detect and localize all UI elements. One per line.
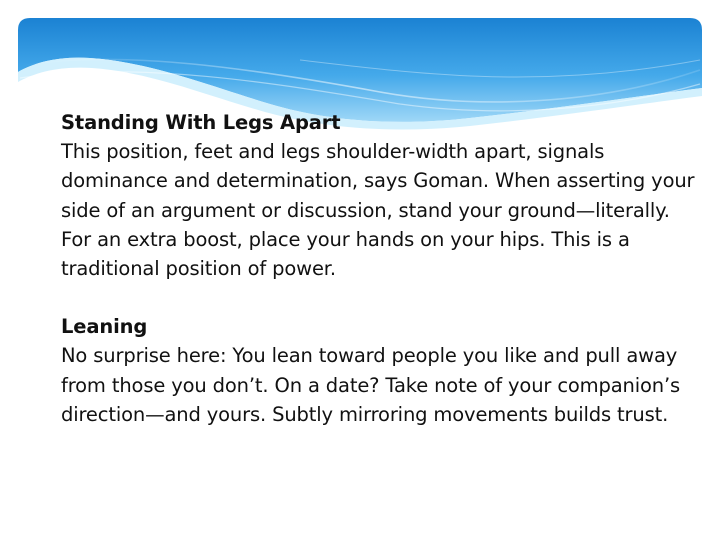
slide-content — [61, 108, 701, 429]
section-body: This position, feet and legs shoulder-width apart, signals dominance and determination, says Goman. When asserting your side of an argument or discussion, stand your ground—literally. For an extra boost, place your hands on your hips. This is a traditional position of power. — [61, 140, 695, 281]
section-heading: Standing With Legs Apart — [61, 111, 341, 134]
section-body: No surprise here: You lean toward people you like and pull away from those you don’t. On a date? Take note of your companion’s direction—and yours. Subtly mirroring movements builds trust. — [61, 344, 681, 426]
section-standing — [61, 108, 701, 283]
section-heading: Leaning — [61, 315, 148, 339]
section-leaning — [61, 312, 701, 429]
